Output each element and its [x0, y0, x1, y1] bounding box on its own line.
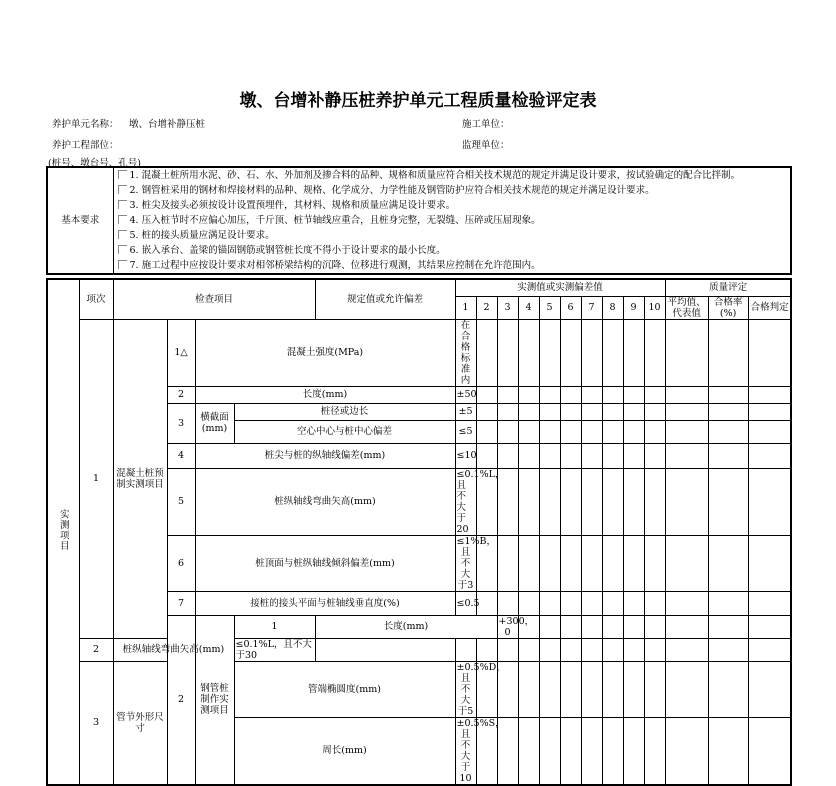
measurement-table: [46, 278, 792, 786]
measured-value-cell[interactable]: [602, 661, 623, 717]
average-cell[interactable]: [708, 443, 748, 468]
measured-value-cell[interactable]: [644, 717, 665, 785]
pass-rate-cell[interactable]: [748, 420, 791, 443]
check-item: 长度(mm): [195, 386, 455, 403]
measured-value-cell[interactable]: [476, 386, 497, 403]
requirement-text: 7. 施工过程中应按设计要求对相邻桥梁结构的沉降、位移进行观测，其结果应控制在允许范围内。: [129, 260, 541, 271]
requirement-checkbox[interactable]: [118, 230, 127, 239]
measured-value-cell[interactable]: [665, 661, 708, 717]
measured-value-cell[interactable]: [644, 319, 665, 386]
row-no: 3: [79, 661, 113, 785]
pass-rate-cell[interactable]: [665, 638, 708, 661]
spec-value: ±0.5%S，且不大于10: [456, 717, 505, 784]
measured-value-cell[interactable]: [581, 319, 602, 386]
requirement-text: 2. 钢管桩采用的钢材和焊接材料的品种、规格、化学成分、力学性能及钢管防护应符合相关技术规范的规定并满足设计要求。: [129, 185, 655, 196]
average-cell[interactable]: [644, 638, 665, 661]
measured-col-7: 7: [581, 296, 602, 319]
measured-value-cell[interactable]: [602, 535, 623, 591]
requirement-text: 3. 桩尖及接头必须按设计设置预埋件，其材料、规格和质量应满足设计要求。: [129, 200, 456, 211]
row-no: 1△: [167, 319, 195, 386]
check-item: 周长(mm): [234, 717, 455, 785]
measured-value-cell[interactable]: [623, 386, 644, 403]
check-item: 混凝土强度(MPa): [195, 319, 455, 386]
pass-rate-cell[interactable]: [748, 403, 791, 420]
part-label: 养护工程部位：: [52, 140, 119, 151]
unit-name-label: 养护单元名称：: [52, 119, 119, 130]
row-no: 2: [79, 638, 113, 661]
average-cell[interactable]: [708, 319, 748, 386]
measured-value-cell[interactable]: [665, 717, 708, 785]
measured-value-cell[interactable]: [497, 420, 518, 443]
check-item: 管端椭圆度(mm): [234, 661, 455, 717]
measured-value-cell[interactable]: [665, 386, 708, 403]
average-cell[interactable]: [708, 386, 748, 403]
verdict-cell[interactable]: [708, 638, 748, 661]
spec-value: ≤0.5: [455, 591, 476, 615]
measured-value-cell[interactable]: [560, 420, 581, 443]
measured-value-cell[interactable]: [665, 535, 708, 591]
row-no: 5: [167, 468, 195, 535]
measured-value-cell[interactable]: [623, 319, 644, 386]
measured-value-cell[interactable]: [497, 386, 518, 403]
measured-value-cell[interactable]: [623, 638, 644, 661]
measured-value-cell[interactable]: [497, 638, 518, 661]
measured-value-cell[interactable]: [560, 319, 581, 386]
requirement-text: 6. 嵌入承台、盖梁的锚固钢筋或钢管桩长度不得小于设计要求的最小长度。: [129, 245, 446, 256]
requirement-checkbox[interactable]: [118, 185, 127, 194]
spec-value: ≤0.1%L，且不大于30: [234, 638, 315, 661]
measured-value-cell[interactable]: [581, 661, 602, 717]
measured-value-cell[interactable]: [644, 615, 665, 638]
measured-value-cell[interactable]: [623, 468, 644, 535]
measured-value-cell[interactable]: [602, 403, 623, 420]
pile-note: (桩号、墩台号、孔号): [48, 158, 141, 169]
measured-value-cell[interactable]: [602, 717, 623, 785]
measured-value-cell[interactable]: [539, 420, 560, 443]
spec-header: 规定值或允许偏差: [315, 279, 455, 319]
check-item: 桩尖与桩的纵轴线偏差(mm): [195, 443, 455, 468]
measured-value-cell[interactable]: [665, 443, 708, 468]
measured-value-cell[interactable]: [518, 420, 539, 443]
check-item: 桩径或边长: [234, 403, 455, 420]
measured-value-cell[interactable]: [539, 717, 560, 785]
measured-value-cell[interactable]: [476, 638, 497, 661]
measured-value-cell[interactable]: [665, 615, 708, 638]
measured-value-cell[interactable]: [665, 420, 708, 443]
average-cell[interactable]: [708, 591, 748, 615]
requirement-text: 4. 压入桩节时不应偏心加压，千斤顶、桩节轴线应重合，且桩身完整，无裂缝、压碎或压屈现象。: [129, 215, 541, 226]
measured-col-5: 5: [539, 296, 560, 319]
section-label: 实测项目: [47, 279, 79, 785]
average-cell[interactable]: [708, 535, 748, 591]
measured-value-cell[interactable]: [602, 468, 623, 535]
row-no: 7: [167, 591, 195, 615]
measured-value-cell[interactable]: [518, 535, 539, 591]
measured-value-cell[interactable]: [644, 386, 665, 403]
check-header: 检查项目: [113, 279, 315, 319]
row-no: 1: [234, 615, 315, 638]
measured-value-cell[interactable]: [644, 535, 665, 591]
measured-value-cell[interactable]: [518, 403, 539, 420]
spec-value: ≤1%B，且不大于3: [456, 535, 497, 591]
check-item: 桩顶面与桩纵轴线倾斜偏差(mm): [195, 535, 455, 591]
measured-value-cell[interactable]: [476, 403, 497, 420]
row-no: 6: [167, 535, 195, 591]
measured-value-cell[interactable]: [560, 403, 581, 420]
requirement-item: [113, 213, 791, 228]
measured-value-cell[interactable]: [518, 661, 539, 717]
requirement-checkbox[interactable]: [118, 245, 127, 254]
measured-col-8: 8: [602, 296, 623, 319]
measured-col-2: 2: [476, 296, 497, 319]
requirement-text: 5. 桩的接头质量应满足设计要求。: [129, 230, 275, 241]
measured-value-cell[interactable]: [644, 403, 665, 420]
measured-value-cell[interactable]: [623, 420, 644, 443]
measured-value-cell[interactable]: [602, 443, 623, 468]
check-item: 长度(mm): [315, 615, 497, 638]
measured-value-cell[interactable]: [455, 638, 476, 661]
average-cell[interactable]: [708, 468, 748, 535]
measured-value-cell[interactable]: [518, 591, 539, 615]
measured-value-cell[interactable]: [644, 661, 665, 717]
measured-value-cell[interactable]: [476, 420, 497, 443]
measured-value-cell[interactable]: [665, 403, 708, 420]
pass-rate-cell[interactable]: [748, 386, 791, 403]
spec-value: ≤0.1%L，且不大于20: [456, 468, 505, 535]
check-group: 管节外形尺寸: [113, 661, 167, 785]
measured-value-cell[interactable]: [560, 386, 581, 403]
measured-value-cell[interactable]: [644, 591, 665, 615]
measured-value-cell[interactable]: [560, 717, 581, 785]
measured-value-cell[interactable]: [560, 591, 581, 615]
measured-value-cell[interactable]: [476, 443, 497, 468]
measured-value-cell[interactable]: [539, 661, 560, 717]
measured-value-cell[interactable]: [602, 638, 623, 661]
measured-value-cell[interactable]: [665, 591, 708, 615]
spec-value: ≤10: [455, 443, 476, 468]
measured-value-cell[interactable]: [581, 615, 602, 638]
measured-col-4: 4: [518, 296, 539, 319]
measured-value-cell[interactable]: [602, 420, 623, 443]
measured-value-cell[interactable]: [644, 468, 665, 535]
measured-value-cell[interactable]: [623, 615, 644, 638]
average-cell[interactable]: [708, 717, 748, 785]
measured-value-cell[interactable]: [581, 386, 602, 403]
measured-value-cell[interactable]: [315, 638, 455, 661]
measured-value-cell[interactable]: [602, 319, 623, 386]
measured-value-cell[interactable]: [539, 443, 560, 468]
construction-unit-label: 施工单位：: [462, 119, 510, 130]
measured-value-cell[interactable]: [748, 615, 791, 638]
group-2-no: 2: [167, 615, 195, 785]
measured-value-cell[interactable]: [560, 638, 581, 661]
measured-value-cell[interactable]: [581, 468, 602, 535]
pass-rate-cell[interactable]: [748, 591, 791, 615]
check-item: 空心中心与桩中心偏差: [234, 420, 455, 443]
measured-value-cell[interactable]: [665, 319, 708, 386]
measured-value-cell[interactable]: [560, 468, 581, 535]
measured-value-cell[interactable]: [497, 403, 518, 420]
spec-value: ≤5: [455, 420, 476, 443]
measured-value-cell[interactable]: [518, 443, 539, 468]
pass-rate-cell[interactable]: [748, 443, 791, 468]
row-no: 2: [167, 386, 195, 403]
verdict-header: 合格判定: [748, 296, 791, 319]
avg-header: 平均值、代表值: [665, 296, 708, 319]
measured-value-cell[interactable]: [623, 443, 644, 468]
measured-value-cell[interactable]: [518, 638, 539, 661]
measured-value-cell[interactable]: [539, 535, 560, 591]
measured-value-cell[interactable]: [581, 403, 602, 420]
requirement-item: [113, 167, 791, 183]
pass-rate-cell[interactable]: [748, 717, 791, 785]
measured-value-cell[interactable]: [560, 443, 581, 468]
requirement-item: [113, 198, 791, 213]
spec-value: ±50: [455, 386, 476, 403]
measured-value-cell[interactable]: [581, 717, 602, 785]
measured-value-cell[interactable]: [708, 615, 748, 638]
measured-value-cell[interactable]: [581, 420, 602, 443]
requirement-item: [113, 258, 791, 274]
pass-rate-cell[interactable]: [748, 535, 791, 591]
pass-rate-cell[interactable]: [748, 468, 791, 535]
measured-value-cell[interactable]: [518, 319, 539, 386]
unit-name-value: 墩、台增补静压桩: [129, 119, 206, 130]
spec-value: +300，0: [498, 615, 535, 638]
average-cell[interactable]: [708, 403, 748, 420]
measured-value-cell[interactable]: [602, 386, 623, 403]
spec-value: 在合格标准内: [455, 319, 476, 386]
measured-value-cell[interactable]: [497, 443, 518, 468]
pass-rate-cell[interactable]: [748, 661, 791, 717]
measured-value-cell[interactable]: [623, 535, 644, 591]
measured-value-cell[interactable]: [602, 591, 623, 615]
measured-value-cell[interactable]: [476, 319, 497, 386]
requirement-checkbox[interactable]: [118, 200, 127, 209]
average-cell[interactable]: [708, 661, 748, 717]
requirement-checkbox[interactable]: [118, 215, 127, 224]
requirement-item: [113, 228, 791, 243]
measured-value-cell[interactable]: [497, 535, 518, 591]
spec-value: ±0.5%D，且不大于5: [456, 661, 506, 717]
seq-header: 项次: [79, 279, 113, 319]
measured-value-cell[interactable]: [623, 403, 644, 420]
measured-value-cell[interactable]: [623, 717, 644, 785]
measured-value-cell[interactable]: [560, 535, 581, 591]
measured-col-6: 6: [560, 296, 581, 319]
measured-value-cell[interactable]: [623, 591, 644, 615]
measured-value-cell[interactable]: [518, 468, 539, 535]
measured-value-cell[interactable]: [581, 638, 602, 661]
measured-value-cell[interactable]: [539, 638, 560, 661]
check-item: 接桩的接头平面与桩轴线垂直度(%): [195, 591, 455, 615]
measured-value-cell[interactable]: [560, 661, 581, 717]
check-item: 桩纵轴线弯曲矢高(mm): [113, 638, 234, 661]
measured-value-cell[interactable]: [623, 661, 644, 717]
measured-value-cell[interactable]: [518, 717, 539, 785]
measured-value-cell[interactable]: [644, 420, 665, 443]
group-2-name: 钢管桩制作实测项目: [195, 615, 234, 785]
check-item: 桩纵轴线弯曲矢高(mm): [195, 468, 455, 535]
measured-value-cell[interactable]: [539, 403, 560, 420]
supervision-unit-label: 监理单位：: [462, 140, 510, 151]
measured-value-cell[interactable]: [497, 319, 518, 386]
check-group: 横截面(mm): [195, 403, 234, 443]
measured-col-1: 1: [455, 296, 476, 319]
measured-value-cell[interactable]: [581, 535, 602, 591]
measured-value-cell[interactable]: [539, 319, 560, 386]
pass-rate-cell[interactable]: [748, 319, 791, 386]
measured-value-cell[interactable]: [539, 615, 560, 638]
quality-header: 质量评定: [665, 279, 791, 296]
row-no: 3: [167, 403, 195, 443]
page-title: 墩、台增补静压桩养护单元工程质量检验评定表: [239, 91, 597, 111]
measured-value-cell[interactable]: [539, 386, 560, 403]
requirement-item: [113, 183, 791, 198]
requirement-text: 1. 混凝土桩所用水泥、砂、石、水、外加剂及掺合料的品种、规格和质量应符合相关技术规范的规定并满足设计要求，按试验确定的配合比拌制。: [129, 170, 741, 181]
group-1-no: 1: [79, 319, 113, 638]
row-no: 4: [167, 443, 195, 468]
measured-header: 实测值或实测偏差值: [455, 279, 665, 296]
basic-requirements-table: [46, 166, 792, 275]
measured-col-9: 9: [623, 296, 644, 319]
measured-value-cell[interactable]: [581, 591, 602, 615]
requirement-checkbox[interactable]: [118, 170, 127, 179]
measured-value-cell[interactable]: [665, 468, 708, 535]
measured-value-cell[interactable]: [539, 468, 560, 535]
measured-value-cell[interactable]: [581, 443, 602, 468]
measured-value-cell[interactable]: [602, 615, 623, 638]
measured-value-cell[interactable]: [497, 591, 518, 615]
measured-col-10: 10: [644, 296, 665, 319]
measured-col-3: 3: [497, 296, 518, 319]
measured-value-cell[interactable]: [539, 591, 560, 615]
basic-requirements-label: 基本要求: [47, 167, 113, 274]
average-cell[interactable]: [708, 420, 748, 443]
spec-value: ±5: [455, 403, 476, 420]
rate-header: 合格率(%): [708, 296, 748, 319]
group-1-name: 混凝土桩预制实测项目: [113, 319, 167, 638]
measured-value-cell[interactable]: [518, 386, 539, 403]
measured-value-cell[interactable]: [644, 443, 665, 468]
requirement-checkbox[interactable]: [118, 260, 127, 269]
measured-value-cell[interactable]: [560, 615, 581, 638]
requirement-item: [113, 243, 791, 258]
